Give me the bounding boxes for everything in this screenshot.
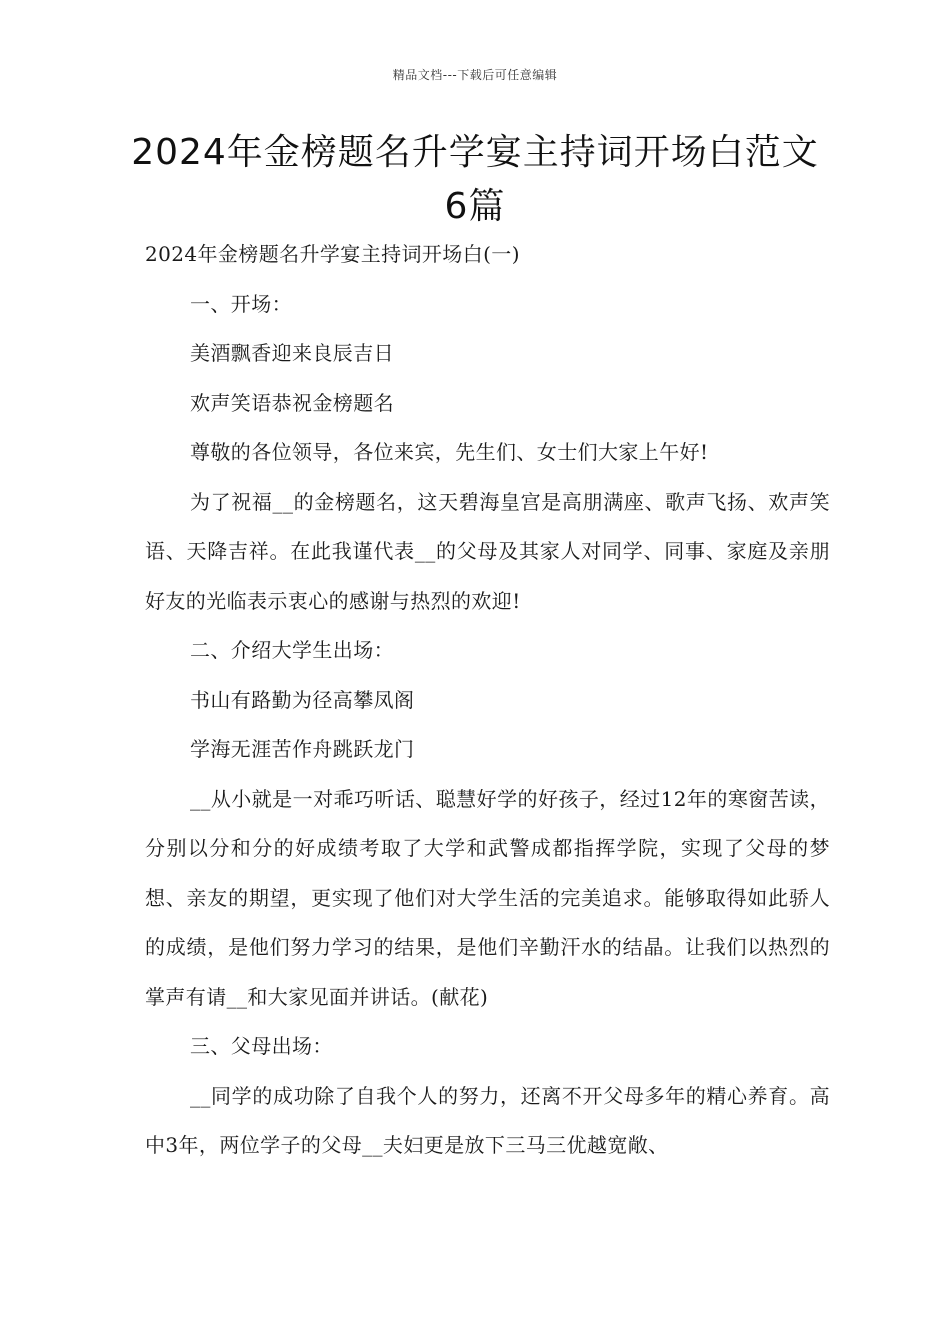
paragraph: 书山有路勤为径高攀凤阁	[190, 687, 415, 712]
paragraph: 一、开场：	[190, 291, 292, 316]
paragraph: 学海无涯苦作舟跳跃龙门	[190, 737, 415, 761]
paragraph: __同学的成功除了自我个人的努力，还离不开父母多年的精心养育。高中3年，两位学子的父母__夫妇更是放下三马三优越宽敞、	[145, 1083, 830, 1157]
section-heading: 2024年金榜题名升学宴主持词开场白(一)	[145, 242, 520, 266]
document-body	[145, 230, 830, 1171]
paragraph: 二、介绍大学生出场：	[190, 638, 394, 662]
header-note: 精品文档---下载后可任意编辑	[392, 68, 558, 82]
paragraph: 为了祝福__的金榜题名，这天碧海皇宫是高朋满座、歌声飞扬、欢声笑语、天降吉祥。在此我谨代表__的父母及其家人对同学、同事、家庭及亲朋好友的光临表示衷心的感谢与热烈的欢迎!	[145, 489, 830, 613]
paragraph: 三、父母出场：	[190, 1034, 333, 1058]
paragraph: 美酒飘香迎来良辰吉日	[190, 341, 394, 365]
paragraph: 欢声笑语恭祝金榜题名	[190, 390, 394, 415]
paragraph: 尊敬的各位领导，各位来宾，先生们、女士们大家上午好!	[190, 440, 709, 464]
document-title: 2024年金榜题名升学宴主持词开场白范文6篇	[131, 132, 819, 227]
paragraph: __从小就是一对乖巧听话、聪慧好学的好孩子，经过12年的寒窗苦读，分别以分和分的好成绩考取了大学和武警成都指挥学院，实现了父母的梦想、亲友的期望，更实现了他们对大学生活的完美追求。能够取得如此骄人的成绩，是他们努力学习的结果，是他们辛勤汗水的结晶。让我们以热烈的掌声有请__和大家见面并讲话。(献花)	[145, 786, 830, 1009]
